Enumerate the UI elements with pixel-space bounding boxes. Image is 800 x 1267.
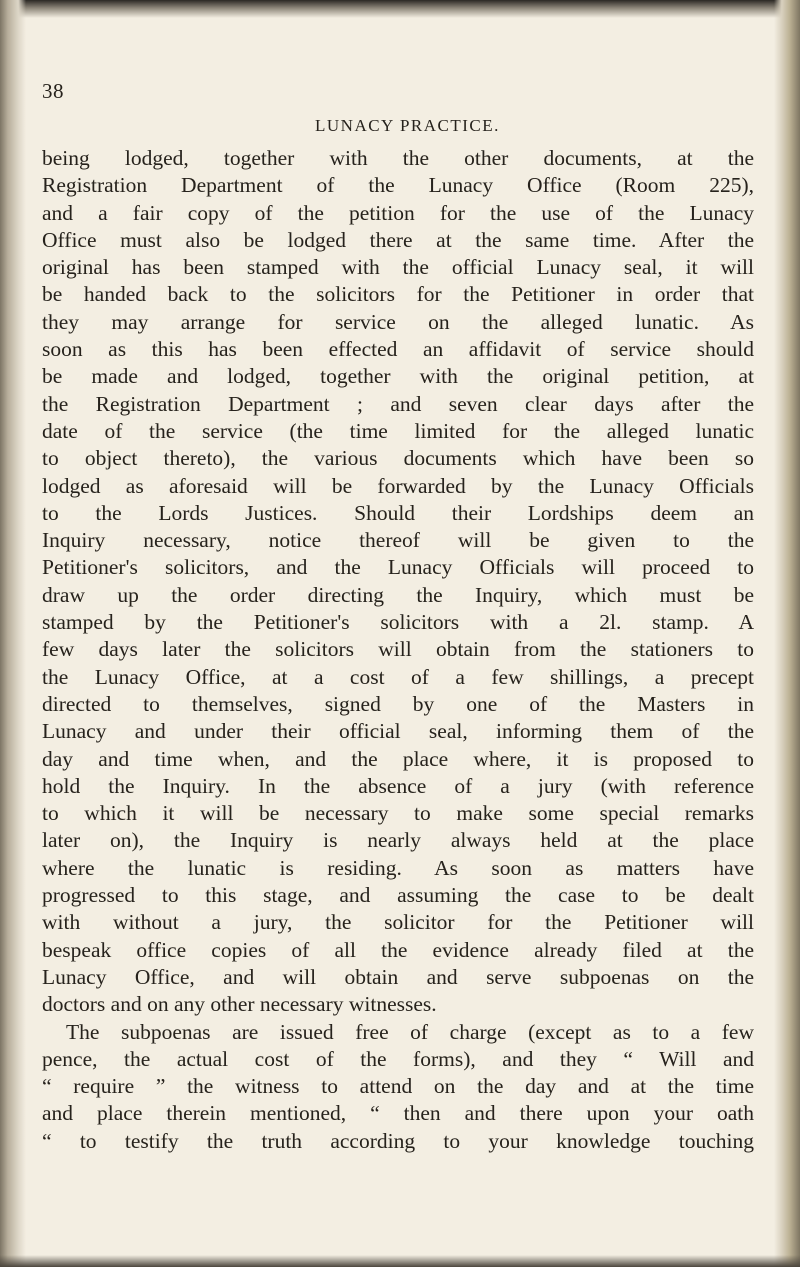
page-number: 38 [42,79,64,103]
text-line: original has been stamped with the official Lunacy seal, it will [42,255,754,280]
text-line: Inquiry necessary, notice thereof will be given to the [42,528,754,553]
page-top-shadow [0,0,800,18]
text-line: bespeak office copies of all the evidence already filed at the [42,937,754,962]
text-line: with without a jury, the solicitor for the Petitioner will [42,910,754,935]
text-line: doctors and on any other necessary witnesses. [42,992,437,1017]
text-line: to which it will be necessary to make some special remarks [42,801,754,826]
text-line: be made and lodged, together with the original petition, at [42,364,754,389]
text-line: progressed to this stage, and assuming the case to be dealt [42,883,754,908]
text-line: few days later the solicitors will obtain from the stationers to [42,637,754,662]
text-line: later on), the Inquiry is nearly always held at the place [42,828,754,853]
text-line: where the lunatic is residing. As soon as matters have [42,855,754,880]
running-head: LUNACY PRACTICE. [315,116,500,135]
text-line: pence, the actual cost of the forms), and they “ Will and [42,1046,754,1071]
body-text [42,145,754,1155]
text-line: The subpoenas are issued free of charge (except as to a few [66,1019,754,1044]
text-line: “ require ” the witness to attend on the day and at the time [42,1074,754,1099]
text-line: date of the service (the time limited for the alleged lunatic [42,418,754,443]
page-bottom-edge [0,1255,800,1267]
page-right-edge [774,0,800,1267]
text-line: Office must also be lodged there at the same time. After the [42,227,754,252]
text-line: day and time when, and the place where, it is proposed to [42,746,754,771]
text-line: and place therein mentioned, “ then and there upon your oath [42,1101,754,1126]
text-line: soon as this has been effected an affidavit of service should [42,337,754,362]
text-line: lodged as aforesaid will be forwarded by the Lunacy Officials [42,473,754,498]
text-line: and a fair copy of the petition for the use of the Lunacy [42,200,754,225]
text-line: to object thereto), the various documents which have been so [42,446,754,471]
text-line: they may arrange for service on the alleged lunatic. As [42,309,754,334]
text-line: stamped by the Petitioner's solicitors with a 2l. stamp. A [42,610,754,635]
text-line: hold the Inquiry. In the absence of a jury (with reference [42,773,754,798]
text-line: being lodged, together with the other documents, at the [42,146,754,170]
text-line: “ to testify the truth according to your knowledge touching [42,1128,754,1153]
page-left-edge [0,0,26,1267]
text-line: the Lunacy Office, at a cost of a few shillings, a precept [42,664,754,689]
text-line: Registration Department of the Lunacy Office (Room 225), [42,173,754,198]
text-line: directed to themselves, signed by one of the Masters in [42,691,754,716]
text-line: Lunacy and under their official seal, informing them of the [42,719,754,744]
text-line: the Registration Department ; and seven clear days after the [42,391,754,416]
text-line: draw up the order directing the Inquiry, which must be [42,582,754,607]
text-line: Petitioner's solicitors, and the Lunacy Officials will proceed to [42,555,754,580]
text-line: Lunacy Office, and will obtain and serve subpoenas on the [42,964,754,989]
text-line: be handed back to the solicitors for the Petitioner in order that [42,282,754,307]
text-line: to the Lords Justices. Should their Lordships deem an [42,500,754,525]
